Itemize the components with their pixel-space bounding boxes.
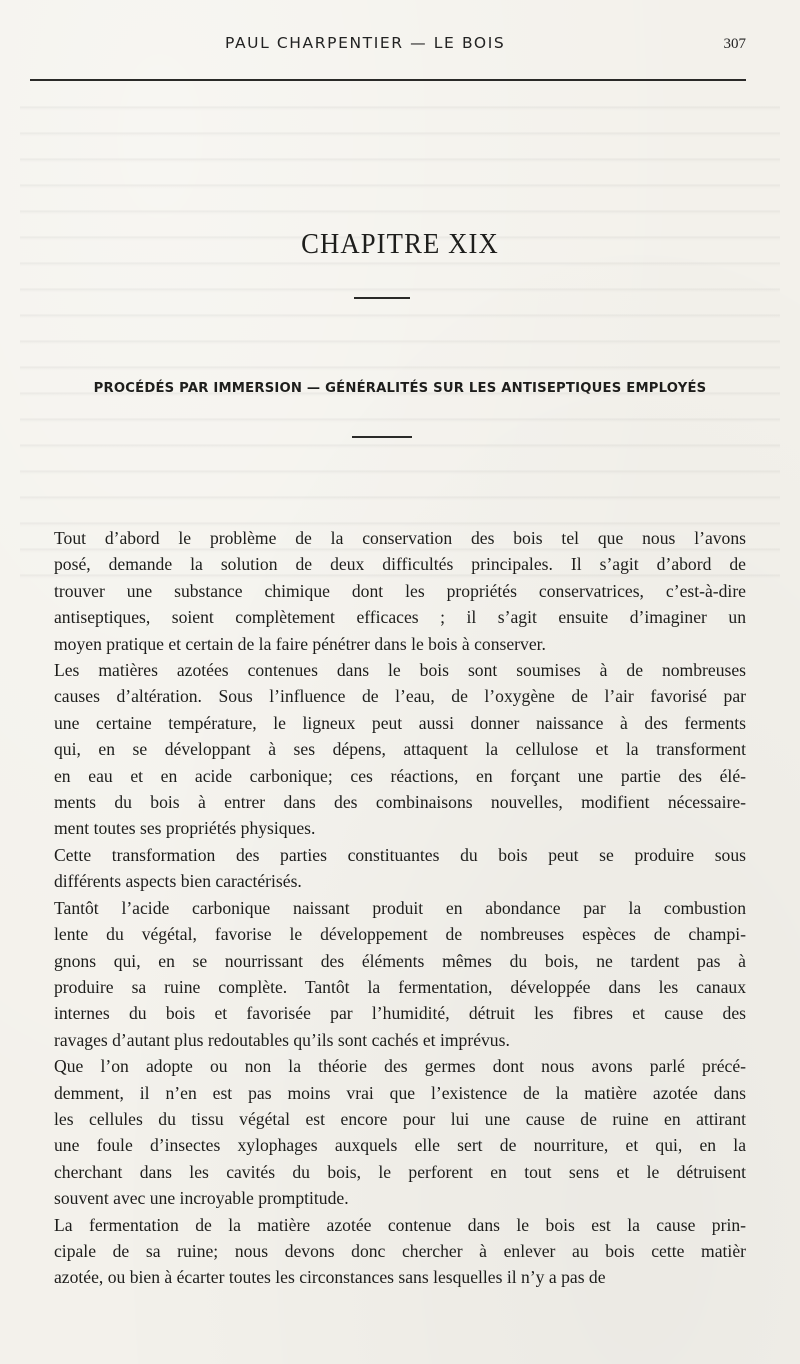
paragraph: [54, 525, 746, 657]
paragraph: [54, 895, 746, 1053]
running-title: PAUL CHARPENTIER — LE BOIS: [225, 34, 506, 52]
text-line: moyen pratique et certain de la faire pénétrer dans le bois à conserver.: [54, 633, 546, 654]
text-line: ments du bois à entrer dans des combinaisons nouvelles, modifient nécessaire-: [54, 792, 746, 813]
text-line: produire sa ruine complète. Tantôt la fermentation, développée dans les canaux: [54, 976, 746, 997]
section-divider-rule: [352, 436, 412, 438]
text-line: ment toutes ses propriétés physiques.: [54, 818, 316, 839]
text-line: Que l’on adopte ou non la théorie des germes dont nous avons parlé précé-: [54, 1056, 746, 1077]
text-line: trouver une substance chimique dont les propriétés conservatrices, c’est-à-dire: [54, 580, 746, 601]
text-line: posé, demande la solution de deux difficultés principales. Il s’agit d’abord de: [54, 554, 746, 575]
text-line: lente du végétal, favorise le développement de nombreuses espèces de champi-: [54, 924, 746, 945]
chapter-divider-rule: [354, 297, 410, 299]
body-text: [54, 525, 746, 1291]
text-line: Tantôt l’acide carbonique naissant produit en abondance par la combustion: [54, 897, 746, 918]
text-line: gnons qui, en se nourrissant des éléments mêmes du bois, ne tardent pas à: [54, 950, 746, 971]
text-line: azotée, ou bien à écarter toutes les circonstances sans lesquelles il n’y a pas de: [54, 1267, 606, 1288]
section-title: PROCÉDÉS PAR IMMERSION — GÉNÉRALITÉS SUR LES ANTISEPTIQUES EMPLOYÉS: [93, 381, 707, 396]
paragraph: [54, 1212, 746, 1291]
running-head: [30, 34, 746, 56]
text-line: causes d’altération. Sous l’influence de l’eau, de l’oxygène de l’air favorisé par: [54, 686, 746, 707]
text-line: ravages d’autant plus redoutables qu’ils sont cachés et imprévus.: [54, 1029, 510, 1050]
text-line: une foule d’insectes xylophages auxquels elle sert de nourriture, et qui, en la: [54, 1135, 746, 1156]
text-line: différents aspects bien caractérisés.: [54, 871, 302, 892]
text-line: en eau et en acide carbonique; ces réactions, en forçant une partie des élé-: [54, 765, 746, 786]
text-line: les cellules du tissu végétal est encore pour lui une cause de ruine en attirant: [54, 1108, 746, 1129]
text-line: cherchant dans les cavités du bois, le perforent en tout sens et le détruisent: [54, 1161, 746, 1182]
header-rule: [30, 79, 746, 81]
text-line: cipale de sa ruine; nous devons donc chercher à enlever au bois cette matièr: [54, 1240, 746, 1261]
text-line: antiseptiques, soient complètement efficaces ; il s’agit ensuite d’imaginer un: [54, 607, 746, 628]
chapter-title: CHAPITRE XIX: [301, 228, 499, 260]
text-line: La fermentation de la matière azotée contenue dans le bois est la cause prin-: [54, 1214, 746, 1235]
paragraph: [54, 1053, 746, 1211]
text-line: Cette transformation des parties constituantes du bois peut se produire sous: [54, 844, 746, 865]
paragraph: [54, 842, 746, 895]
text-line: internes du bois et favorisée par l’humidité, détruit les fibres et cause des: [54, 1003, 746, 1024]
text-line: une certaine température, le ligneux peut aussi donner naissance à des ferments: [54, 712, 746, 733]
text-line: souvent avec une incroyable promptitude.: [54, 1188, 349, 1209]
text-line: Les matières azotées contenues dans le bois sont soumises à de nombreuses: [54, 660, 746, 681]
text-line: Tout d’abord le problème de la conservation des bois tel que nous l’avons: [54, 528, 746, 548]
page-number: 307: [723, 36, 746, 52]
text-line: demment, il n’en est pas moins vrai que l’existence de la matière azotée dans: [54, 1082, 746, 1103]
paragraph: [54, 657, 746, 842]
show-through-texture: [20, 90, 780, 590]
text-line: qui, en se développant à ses dépens, attaquent la cellulose et la transforment: [54, 739, 746, 760]
